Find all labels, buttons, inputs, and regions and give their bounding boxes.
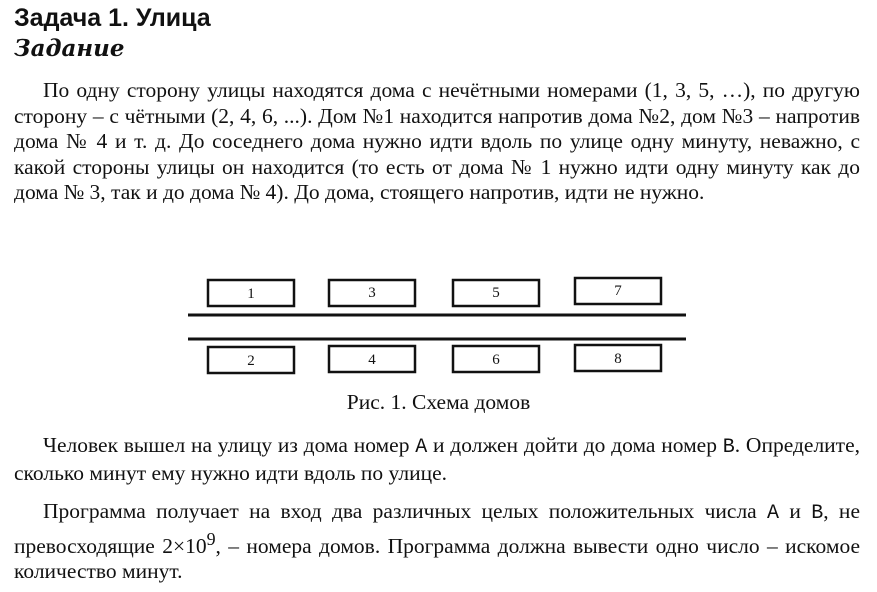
figure-caption: Рис. 1. Схема домов bbox=[346, 390, 531, 414]
text-run: и bbox=[779, 499, 812, 523]
house-2-box bbox=[208, 347, 294, 373]
house-1-box bbox=[208, 280, 294, 306]
paragraph-io bbox=[14, 499, 860, 585]
house-label: 3 bbox=[368, 285, 376, 301]
variable-b: B bbox=[722, 436, 735, 459]
task-subtitle: Задание bbox=[14, 35, 125, 62]
text-run: и должен дойти до дома номер bbox=[427, 433, 723, 457]
house-label: 6 bbox=[492, 352, 500, 368]
house-label: 2 bbox=[247, 353, 255, 369]
text-run: , не превосходящие 2×10 bbox=[14, 499, 860, 558]
task-title: Задача 1. Улица bbox=[14, 4, 211, 32]
house-label: 7 bbox=[614, 283, 622, 299]
house-label: 5 bbox=[492, 285, 500, 301]
house-7-box bbox=[575, 278, 661, 304]
house-label: 4 bbox=[368, 352, 376, 368]
house-8-box bbox=[575, 345, 661, 371]
paragraph-task bbox=[14, 433, 860, 486]
house-label: 1 bbox=[247, 286, 255, 302]
exponent: 9 bbox=[206, 528, 216, 549]
house-6-box bbox=[453, 346, 539, 372]
house-4-box bbox=[329, 346, 415, 372]
house-label: 8 bbox=[614, 351, 622, 367]
variable-a: A bbox=[415, 436, 428, 459]
text-run: Человек вышел на улицу из дома номер bbox=[43, 433, 416, 457]
paragraph-statement: По одну сторону улицы находятся дома с нечётными номерами (1, 3, 5, …), по другую сторону – с чётными (2, 4, 6, ...). Дом №1 находится напротив дома №2, дом №3 – напротив дома № 4 и т. д. До соседнего дома нужно идти вдоль по улице одну минуту, неважно, с какой стороны улицы он находится (то есть от дома № 1 нужно идти одну минуту как до дома № 3, так и до дома № 4). До дома, стоящего напротив, идти не нужно. bbox=[14, 78, 860, 205]
variable-b: B bbox=[811, 502, 824, 525]
text-run: , – номера домов. Программа должна вывести одно число – искомое количество минут. bbox=[14, 533, 861, 584]
text-run: Программа получает на вход два различных целых положительных числа bbox=[43, 499, 768, 523]
house-3-box bbox=[329, 280, 415, 306]
variable-a: A bbox=[767, 502, 780, 525]
house-5-box bbox=[453, 280, 539, 306]
text-run: . Определите, сколько минут ему нужно идти вдоль по улице. bbox=[14, 433, 860, 485]
